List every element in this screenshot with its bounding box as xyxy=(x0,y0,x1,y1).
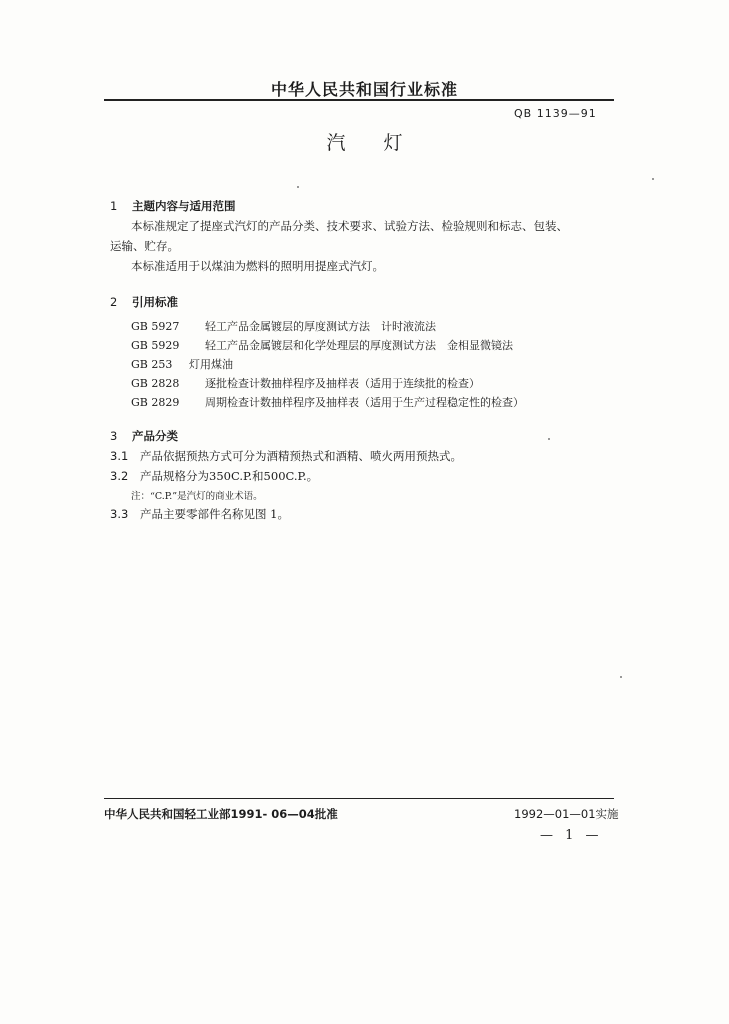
reference-title: 逐批检查计数抽样程序及抽样表（适用于连续批的检查） xyxy=(205,377,480,390)
section-3-heading xyxy=(110,428,178,444)
reference-item xyxy=(131,318,436,334)
scan-speck xyxy=(548,438,550,440)
reference-item xyxy=(131,337,513,353)
reference-title: 灯用煤油 xyxy=(189,358,233,371)
clause-3-1 xyxy=(110,446,462,466)
section-1-paragraph-1-line-1: 本标准规定了提座式汽灯的产品分类、技术要求、试验方法、检验规则和标志、包装、 xyxy=(131,219,568,233)
clause-number: 3.1 xyxy=(110,449,129,463)
scan-speck xyxy=(297,186,299,188)
header-divider xyxy=(104,99,614,101)
reference-code: GB 2829 xyxy=(131,396,180,409)
clause-text: 产品规格分为350C.P.和500C.P.。 xyxy=(140,469,319,483)
reference-code: GB 5929 xyxy=(131,339,180,352)
clause-text: 产品依据预热方式可分为酒精预热式和酒精、喷火两用预热式。 xyxy=(140,449,462,463)
section-2-title: 引用标准 xyxy=(132,295,178,309)
reference-code: GB 5927 xyxy=(131,320,180,333)
section-1-paragraph-2: 本标准适用于以煤油为燃料的照明用提座式汽灯。 xyxy=(131,259,384,273)
section-2-heading xyxy=(110,294,178,310)
reference-code: GB 2828 xyxy=(131,377,180,390)
clause-3-2 xyxy=(110,466,318,486)
clause-number: 3.2 xyxy=(110,469,129,483)
section-1-number: 1 xyxy=(110,199,118,213)
reference-item xyxy=(131,394,524,410)
header-title: 中华人民共和国行业标准 xyxy=(270,80,458,99)
standard-number: QB 1139—91 xyxy=(514,107,597,120)
reference-title: 轻工产品金属镀层和化学处理层的厚度测试方法 金相显微镜法 xyxy=(205,339,513,352)
reference-code: GB 253 xyxy=(131,358,173,371)
section-1-title: 主题内容与适用范围 xyxy=(132,199,236,213)
footer-divider xyxy=(104,798,614,799)
section-3-title: 产品分类 xyxy=(132,429,178,443)
note: 注：“C.P.”是汽灯的商业术语。 xyxy=(131,491,263,502)
implementation-date: 1992—01—01实施 xyxy=(514,807,619,821)
approval-line: 中华人民共和国轻工业部1991- 06—04批准 xyxy=(104,807,338,821)
reference-item xyxy=(131,375,480,391)
document-title: 汽 灯 xyxy=(326,132,403,154)
clause-3-3 xyxy=(110,504,289,524)
section-2-number: 2 xyxy=(110,295,118,309)
section-3-number: 3 xyxy=(110,429,118,443)
clause-text: 产品主要零部件名称见图 1。 xyxy=(140,507,289,521)
scan-speck xyxy=(652,178,654,180)
section-1-heading xyxy=(110,198,236,214)
reference-title: 周期检查计数抽样程序及抽样表（适用于生产过程稳定性的检查） xyxy=(205,396,524,409)
page-number: — 1 — xyxy=(540,828,603,843)
reference-title: 轻工产品金属镀层的厚度测试方法 计时液流法 xyxy=(205,320,436,333)
reference-item xyxy=(131,356,233,372)
scan-speck xyxy=(620,676,622,678)
clause-number: 3.3 xyxy=(110,507,129,521)
section-1-paragraph-1-line-2: 运输、贮存。 xyxy=(110,239,179,253)
